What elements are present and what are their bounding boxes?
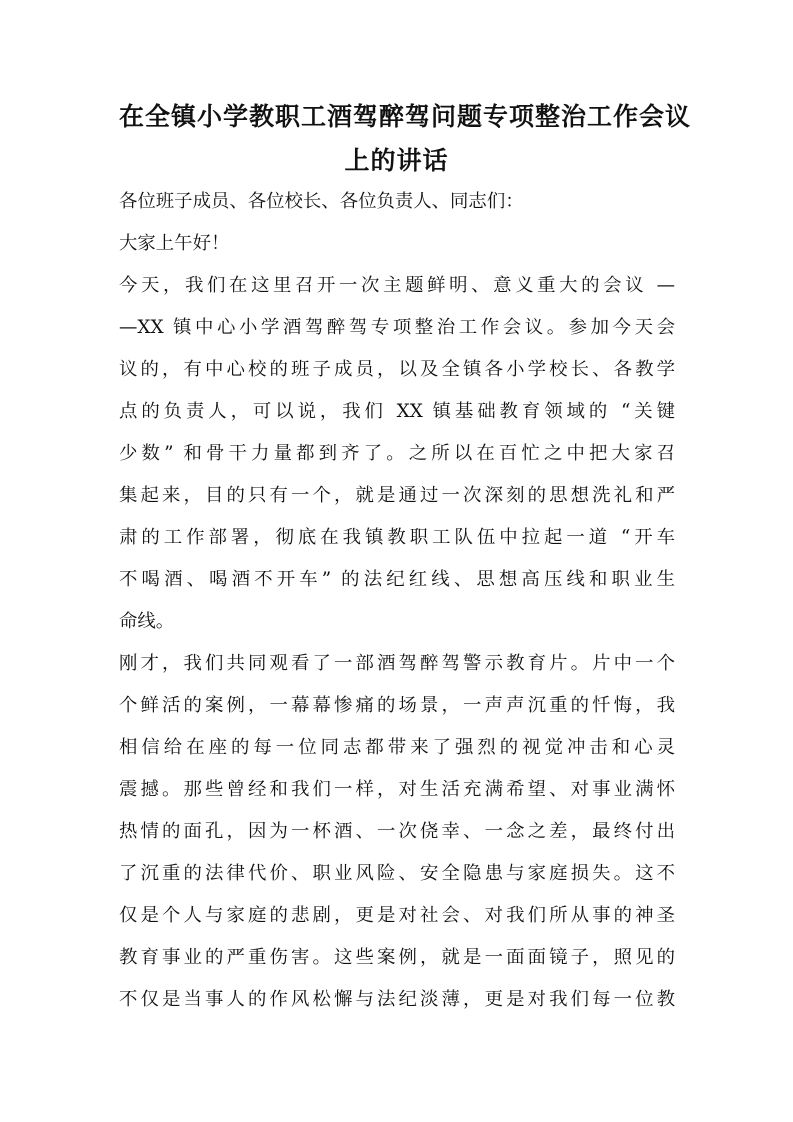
- body-line: 不喝酒、喝酒不开车” 的法纪红线、思想高压线和职业生: [119, 569, 675, 590]
- body-line: 相信给在座的每一位同志都带来了强烈的视觉冲击和心灵: [119, 737, 675, 758]
- body-line: 少数” 和骨干力量都到齐了。之所以在百忙之中把大家召: [119, 443, 675, 464]
- body-line: 点的负责人，可以说，我们 XX 镇基础教育领域的 “关键: [119, 401, 675, 422]
- body-line: 不仅是当事人的作风松懈与法纪淡薄，更是对我们每一位教: [119, 989, 675, 1010]
- body-line: 个鲜活的案例，一幕幕惨痛的场景，一声声沉重的忏悔，我: [119, 695, 675, 716]
- body-line: 热情的面孔，因为一杯酒、一次侥幸、一念之差，最终付出: [119, 821, 675, 842]
- body-line: 肃的工作部署，彻底在我镇教职工队伍中拉起一道 “开车: [119, 527, 675, 548]
- greeting-line: 大家上午好！: [119, 233, 230, 254]
- document-title-line-1: 在全镇小学教职工酒驾醉驾问题专项整治工作会议: [119, 102, 692, 131]
- body-line: 仅是个人与家庭的悲剧，更是对社会、对我们所从事的神圣: [119, 905, 675, 926]
- body-line: 集起来，目的只有一个，就是通过一次深刻的思想洗礼和严: [119, 485, 675, 506]
- body-line: 命线。: [119, 611, 175, 632]
- body-line: 震撼。那些曾经和我们一样，对生活充满希望、对事业满怀: [119, 779, 675, 800]
- body-line: 了沉重的法律代价、职业风险、安全隐患与家庭损失。这不: [119, 863, 675, 884]
- body-line: 今天，我们在这里召开一次主题鲜明、意义重大的会议 —: [119, 275, 675, 296]
- body-line: 刚才，我们共同观看了一部酒驾醉驾警示教育片。片中一个: [119, 653, 675, 674]
- body-line: —XX 镇中心小学酒驾醉驾专项整治工作会议。参加今天会: [119, 317, 675, 338]
- document-title-line-2: 上的讲话: [344, 146, 449, 175]
- body-line: 议的，有中心校的班子成员，以及全镇各小学校长、各教学: [119, 359, 675, 380]
- body-line: 教育事业的严重伤害。这些案例，就是一面面镜子，照见的: [119, 947, 675, 968]
- salutation-line: 各位班子成员、各位校长、各位负责人、同志们：: [119, 191, 524, 212]
